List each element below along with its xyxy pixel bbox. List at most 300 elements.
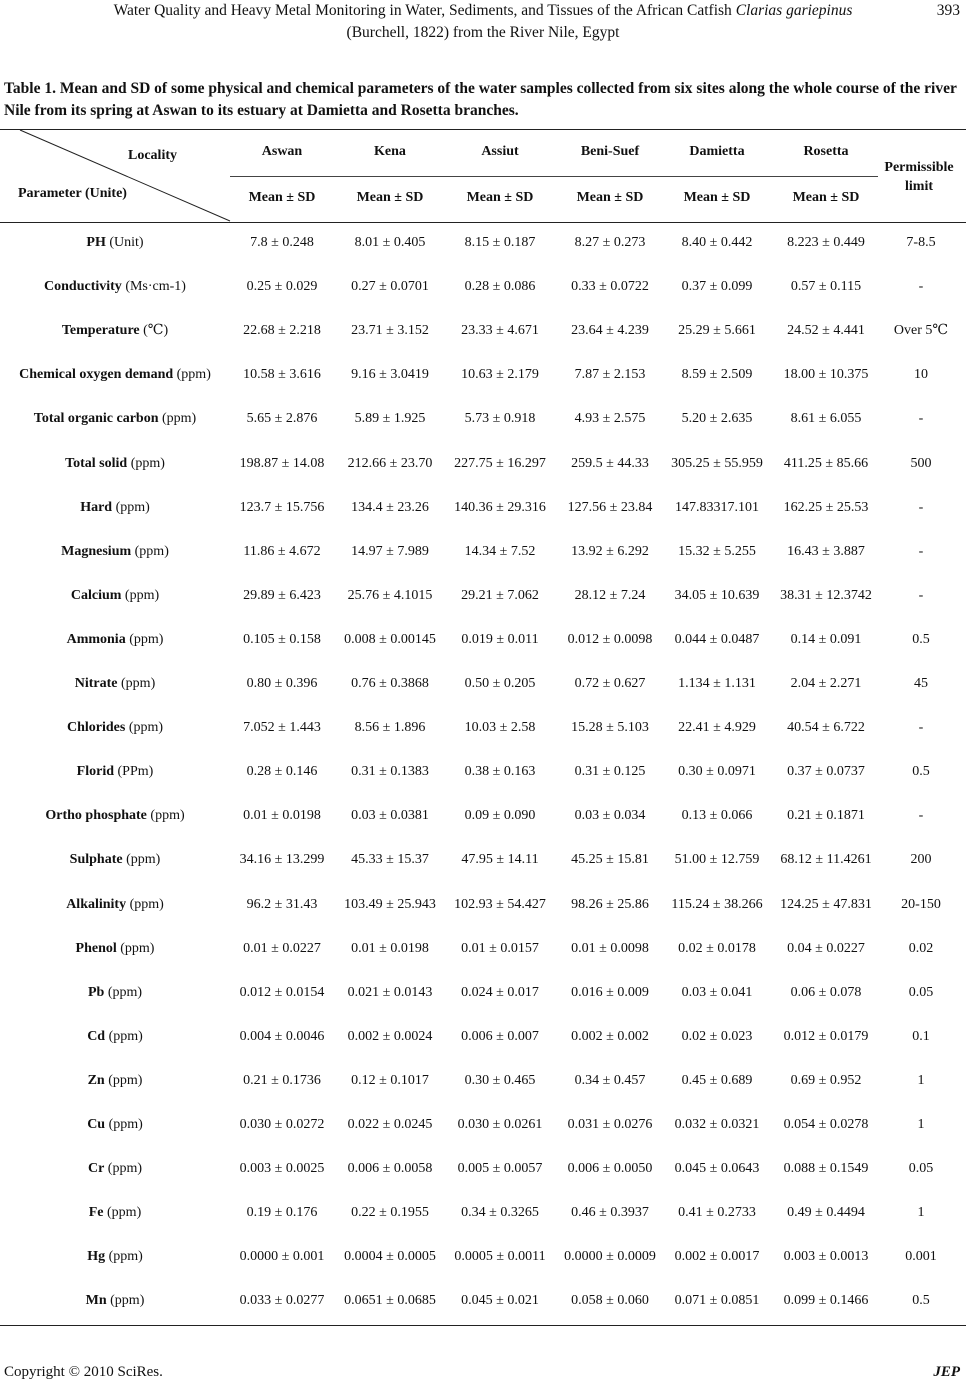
value-cell: 0.071 ± 0.0851 bbox=[674, 1293, 760, 1309]
locality-header: Rosetta bbox=[803, 144, 849, 159]
value-cell: 103.49 ± 25.943 bbox=[344, 896, 436, 912]
limit-cell: 0.05 bbox=[908, 1161, 934, 1177]
value-cell: 0.22 ± 0.1955 bbox=[351, 1205, 429, 1221]
header-species: Clarias gariepinus bbox=[735, 2, 853, 19]
value-cell: 45.33 ± 15.37 bbox=[351, 852, 429, 868]
value-cell: 18.00 ± 10.375 bbox=[783, 367, 869, 383]
value-cell: 34.05 ± 10.639 bbox=[674, 587, 760, 603]
limit-cell: 500 bbox=[910, 455, 932, 471]
limit-cell: 200 bbox=[910, 852, 932, 868]
parameter-cell bbox=[0, 321, 230, 341]
value-cell: 0.34 ± 0.457 bbox=[574, 1072, 646, 1088]
table-row bbox=[0, 1247, 966, 1291]
value-cell: 0.45 ± 0.689 bbox=[681, 1072, 753, 1088]
limit-cell: 1 bbox=[917, 1072, 925, 1088]
parameter-cell bbox=[0, 895, 230, 915]
value-cell: 0.054 ± 0.0278 bbox=[783, 1117, 869, 1132]
value-cell: 51.00 ± 12.759 bbox=[674, 852, 760, 868]
value-cell: 8.56 ± 1.896 bbox=[354, 720, 426, 736]
value-cell: 8.01 ± 0.405 bbox=[354, 235, 426, 250]
value-cell: 40.54 ± 6.722 bbox=[787, 720, 865, 736]
value-cell: 0.012 ± 0.0098 bbox=[567, 631, 653, 647]
permissible-label: Permissible bbox=[884, 160, 954, 175]
parameter-unit: (ppm) bbox=[105, 1249, 143, 1265]
value-cell: 198.87 ± 14.08 bbox=[239, 455, 325, 471]
value-cell: 0.12 ± 0.1017 bbox=[351, 1072, 429, 1088]
value-cell: 13.92 ± 6.292 bbox=[571, 543, 649, 559]
table-caption: Table 1. Mean and SD of some physical and chemical parameters of the water samples collected from six sites along the whole course of the river Nile from its spring at Aswan to its estuary at Damietta and Rosetta branches. bbox=[4, 80, 957, 119]
value-cell: 34.16 ± 13.299 bbox=[239, 852, 325, 868]
parameter-name: Florid bbox=[76, 764, 115, 780]
value-cell: 0.008 ± 0.00145 bbox=[344, 631, 436, 647]
value-cell: 14.34 ± 7.52 bbox=[464, 543, 536, 559]
parameter-name: Cu bbox=[87, 1117, 106, 1132]
value-cell: 0.33 ± 0.0722 bbox=[571, 279, 649, 295]
value-cell: 0.016 ± 0.009 bbox=[571, 984, 649, 1000]
parameter-unit: (ppm) bbox=[104, 1072, 143, 1088]
value-cell: 11.86 ± 4.672 bbox=[243, 543, 321, 559]
parameter-name: Fe bbox=[88, 1205, 104, 1221]
table-row bbox=[0, 586, 966, 630]
header-line-1 bbox=[0, 0, 966, 22]
header-mid-rule bbox=[230, 176, 878, 177]
table-row bbox=[0, 983, 966, 1027]
table-row bbox=[0, 542, 966, 586]
corner-locality-label: Locality bbox=[128, 148, 177, 163]
value-cell: 22.41 ± 4.929 bbox=[678, 720, 756, 736]
value-cell: 0.099 ± 0.1466 bbox=[783, 1293, 869, 1309]
value-cell: 0.57 ± 0.115 bbox=[790, 279, 862, 295]
parameter-name: Mn bbox=[85, 1293, 107, 1309]
parameter-name: Total solid bbox=[65, 455, 128, 471]
limit-cell: 20-150 bbox=[901, 896, 941, 912]
value-cell: 134.4 ± 23.26 bbox=[351, 499, 429, 515]
value-cell: 0.0005 ± 0.0011 bbox=[454, 1249, 546, 1265]
value-cell: 0.002 ± 0.0017 bbox=[674, 1249, 760, 1265]
value-cell: 7.052 ± 1.443 bbox=[243, 720, 321, 736]
parameter-name: PH bbox=[86, 235, 106, 250]
limit-cell: 0.05 bbox=[908, 984, 934, 1000]
value-cell: 22.68 ± 2.218 bbox=[243, 323, 321, 339]
value-cell: 0.0000 ± 0.0009 bbox=[564, 1249, 656, 1265]
header-title: Water Quality and Heavy Metal Monitoring in Water, Sediments, and Tissues of the African Catfish bbox=[113, 2, 736, 19]
value-cell: 23.33 ± 4.671 bbox=[461, 323, 539, 339]
parameter-unit: (ppm) bbox=[105, 1028, 143, 1044]
parameter-cell bbox=[0, 1071, 230, 1091]
value-cell: 0.25 ± 0.029 bbox=[246, 279, 318, 295]
parameter-unit: (ppm) bbox=[104, 984, 143, 1000]
parameter-unit: (ppm) bbox=[122, 852, 161, 868]
table-row bbox=[0, 850, 966, 894]
parameter-cell bbox=[0, 850, 230, 870]
parameter-unit: (℃) bbox=[139, 323, 169, 339]
limit-cell: 0.5 bbox=[912, 1293, 930, 1309]
value-cell: 102.93 ± 54.427 bbox=[454, 896, 546, 912]
table-row bbox=[0, 233, 966, 277]
parameter-cell bbox=[0, 498, 230, 518]
parameter-unit: (Ms·cm-1) bbox=[121, 279, 186, 295]
parameter-cell bbox=[0, 939, 230, 959]
value-cell: 8.61 ± 6.055 bbox=[790, 411, 862, 427]
parameter-cell bbox=[0, 806, 230, 826]
value-cell: 0.50 ± 0.205 bbox=[464, 676, 536, 691]
value-cell: 0.006 ± 0.007 bbox=[461, 1028, 539, 1044]
locality-header: Beni-Suef bbox=[580, 144, 640, 159]
parameter-cell bbox=[0, 1247, 230, 1267]
value-cell: 98.26 ± 25.86 bbox=[571, 896, 649, 912]
table-row bbox=[0, 939, 966, 983]
parameter-name: Ammonia bbox=[66, 631, 126, 647]
parameter-unit: (ppm) bbox=[131, 543, 169, 559]
value-cell: 0.37 ± 0.0737 bbox=[787, 764, 865, 780]
table-row bbox=[0, 1115, 966, 1159]
value-cell: 23.64 ± 4.239 bbox=[571, 323, 649, 339]
parameter-cell bbox=[0, 1159, 230, 1179]
limit-cell: 0.5 bbox=[912, 764, 930, 780]
parameter-unit: (Unit) bbox=[105, 235, 144, 250]
parameter-name: Calcium bbox=[70, 587, 122, 603]
value-cell: 115.24 ± 38.266 bbox=[671, 896, 763, 912]
value-cell: 0.0651 ± 0.0685 bbox=[344, 1293, 436, 1309]
parameter-cell bbox=[0, 409, 230, 429]
corner-parameter-label: Parameter (Unite) bbox=[18, 186, 127, 201]
parameter-name: Chemical oxygen demand bbox=[19, 367, 174, 383]
parameter-name: Hg bbox=[87, 1249, 106, 1265]
parameter-unit: (ppm) bbox=[117, 676, 156, 691]
table-row bbox=[0, 454, 966, 498]
value-cell: 0.03 ± 0.041 bbox=[681, 984, 753, 1000]
parameter-name: Ortho phosphate bbox=[45, 808, 147, 824]
value-cell: 0.38 ± 0.163 bbox=[464, 764, 536, 780]
value-cell: 9.16 ± 3.0419 bbox=[351, 367, 429, 383]
header-line-2: (Burchell, 1822) from the River Nile, Egypt bbox=[346, 24, 620, 41]
parameter-cell bbox=[0, 1027, 230, 1047]
parameter-cell bbox=[0, 1203, 230, 1223]
table-row bbox=[0, 718, 966, 762]
limit-cell: 0.5 bbox=[912, 631, 930, 647]
parameter-name: Hard bbox=[80, 499, 113, 515]
table-row bbox=[0, 895, 966, 939]
value-cell: 147.83317.101 bbox=[675, 499, 759, 515]
parameter-unit: (ppm) bbox=[112, 499, 150, 515]
value-cell: 0.0000 ± 0.001 bbox=[239, 1249, 325, 1265]
value-cell: 0.30 ± 0.465 bbox=[464, 1072, 536, 1088]
parameter-cell bbox=[0, 718, 230, 738]
value-cell: 0.46 ± 0.3937 bbox=[571, 1205, 649, 1221]
parameter-name: Magnesium bbox=[61, 543, 132, 559]
value-cell: 8.59 ± 2.509 bbox=[681, 367, 753, 383]
value-cell: 0.14 ± 0.091 bbox=[790, 631, 862, 647]
permissible-limit-header bbox=[872, 158, 966, 196]
limit-cell: - bbox=[918, 720, 924, 736]
value-cell: 0.01 ± 0.0227 bbox=[243, 940, 321, 956]
parameter-cell bbox=[0, 983, 230, 1003]
table-bottom-rule bbox=[0, 1325, 966, 1326]
parameter-name: Cd bbox=[87, 1028, 106, 1044]
value-cell: 0.01 ± 0.0198 bbox=[243, 808, 321, 824]
value-cell: 0.105 ± 0.158 bbox=[243, 631, 321, 647]
value-cell: 0.19 ± 0.176 bbox=[246, 1205, 318, 1221]
value-cell: 212.66 ± 23.70 bbox=[347, 455, 433, 471]
parameter-unit: (ppm) bbox=[125, 631, 164, 647]
value-cell: 0.030 ± 0.0272 bbox=[239, 1117, 325, 1132]
value-cell: 0.03 ± 0.034 bbox=[574, 808, 646, 824]
value-cell: 29.89 ± 6.423 bbox=[243, 587, 321, 603]
value-cell: 0.69 ± 0.952 bbox=[790, 1072, 862, 1088]
value-cell: 0.0004 ± 0.0005 bbox=[344, 1249, 436, 1265]
limit-cell: - bbox=[918, 279, 924, 295]
mean-sd-subheader: Mean ± SD bbox=[792, 190, 860, 205]
running-header bbox=[0, 0, 966, 44]
table-row bbox=[0, 1027, 966, 1071]
table-row bbox=[0, 321, 966, 365]
value-cell: 0.27 ± 0.0701 bbox=[351, 279, 429, 295]
parameter-unit: (ppm) bbox=[116, 940, 155, 956]
value-cell: 29.21 ± 7.062 bbox=[461, 587, 539, 603]
value-cell: 0.30 ± 0.0971 bbox=[678, 764, 756, 780]
parameter-name: Temperature bbox=[61, 323, 140, 339]
value-cell: 0.34 ± 0.3265 bbox=[461, 1205, 539, 1221]
table-row bbox=[0, 365, 966, 409]
corner-diagonal bbox=[0, 129, 232, 223]
value-cell: 7.87 ± 2.153 bbox=[574, 367, 646, 383]
parameter-name: Alkalinity bbox=[66, 896, 127, 912]
mean-sd-subheader: Mean ± SD bbox=[466, 190, 534, 205]
parameter-unit: (ppm) bbox=[173, 367, 211, 383]
value-cell: 15.32 ± 5.255 bbox=[678, 543, 756, 559]
parameter-cell bbox=[0, 762, 230, 782]
value-cell: 8.223 ± 0.449 bbox=[787, 235, 865, 250]
value-cell: 5.73 ± 0.918 bbox=[464, 411, 536, 427]
table-row bbox=[0, 409, 966, 453]
value-cell: 47.95 ± 14.11 bbox=[461, 852, 539, 868]
value-cell: 68.12 ± 11.4261 bbox=[780, 852, 872, 868]
value-cell: 0.02 ± 0.0178 bbox=[678, 940, 756, 956]
value-cell: 411.25 ± 85.66 bbox=[783, 455, 869, 471]
value-cell: 0.003 ± 0.0013 bbox=[783, 1249, 869, 1265]
locality-header: Damietta bbox=[689, 144, 745, 159]
value-cell: 1.134 ± 1.131 bbox=[678, 676, 756, 691]
parameter-cell bbox=[0, 1115, 230, 1135]
value-cell: 0.088 ± 0.1549 bbox=[783, 1161, 869, 1177]
limit-cell: - bbox=[918, 808, 924, 824]
value-cell: 23.71 ± 3.152 bbox=[351, 323, 429, 339]
value-cell: 0.002 ± 0.002 bbox=[571, 1028, 649, 1044]
value-cell: 2.04 ± 2.271 bbox=[790, 676, 862, 691]
locality-header: Assiut bbox=[481, 144, 519, 159]
journal-abbrev: JEP bbox=[933, 1364, 960, 1380]
value-cell: 5.89 ± 1.925 bbox=[354, 411, 426, 427]
limit-cell: 0.02 bbox=[908, 940, 934, 956]
limit-cell: - bbox=[918, 411, 924, 427]
value-cell: 0.72 ± 0.627 bbox=[574, 676, 646, 691]
limit-label: limit bbox=[905, 179, 933, 194]
parameter-cell bbox=[0, 454, 230, 474]
value-cell: 123.7 ± 15.756 bbox=[239, 499, 325, 515]
value-cell: 0.37 ± 0.099 bbox=[681, 279, 753, 295]
parameter-unit: (PPm) bbox=[114, 764, 154, 780]
value-cell: 124.25 ± 47.831 bbox=[780, 896, 872, 912]
parameter-name: Zn bbox=[87, 1072, 105, 1088]
value-cell: 0.003 ± 0.0025 bbox=[239, 1161, 325, 1177]
value-cell: 0.021 ± 0.0143 bbox=[347, 984, 433, 1000]
value-cell: 0.01 ± 0.0198 bbox=[351, 940, 429, 956]
copyright-notice: Copyright © 2010 SciRes. bbox=[4, 1364, 163, 1380]
table-row bbox=[0, 1203, 966, 1247]
parameter-unit: (ppm) bbox=[106, 1293, 145, 1309]
locality-header: Kena bbox=[374, 144, 406, 159]
limit-cell: - bbox=[918, 587, 924, 603]
value-cell: 0.09 ± 0.090 bbox=[464, 808, 536, 824]
mean-sd-subheader: Mean ± SD bbox=[248, 190, 316, 205]
value-cell: 0.032 ± 0.0321 bbox=[674, 1117, 760, 1132]
value-cell: 10.63 ± 2.179 bbox=[461, 367, 539, 383]
parameter-unit: (ppm) bbox=[127, 455, 165, 471]
value-cell: 25.76 ± 4.1015 bbox=[347, 587, 433, 603]
value-cell: 0.01 ± 0.0098 bbox=[571, 940, 649, 956]
mean-sd-subheader: Mean ± SD bbox=[576, 190, 644, 205]
value-cell: 0.012 ± 0.0154 bbox=[239, 984, 325, 1000]
value-cell: 0.01 ± 0.0157 bbox=[461, 940, 539, 956]
value-cell: 0.21 ± 0.1736 bbox=[243, 1072, 321, 1088]
value-cell: 14.97 ± 7.989 bbox=[351, 543, 429, 559]
value-cell: 16.43 ± 3.887 bbox=[787, 543, 865, 559]
parameter-name: Conductivity bbox=[44, 279, 122, 295]
table-row bbox=[0, 277, 966, 321]
limit-cell: - bbox=[918, 543, 924, 559]
value-cell: 25.29 ± 5.661 bbox=[678, 323, 756, 339]
value-cell: 0.41 ± 0.2733 bbox=[678, 1205, 756, 1221]
header-bottom-rule bbox=[0, 222, 966, 223]
value-cell: 0.31 ± 0.125 bbox=[574, 764, 646, 780]
value-cell: 38.31 ± 12.3742 bbox=[780, 587, 872, 603]
parameter-cell bbox=[0, 365, 230, 385]
value-cell: 0.022 ± 0.0245 bbox=[347, 1117, 433, 1132]
value-cell: 10.03 ± 2.58 bbox=[464, 720, 536, 736]
value-cell: 0.28 ± 0.086 bbox=[464, 279, 536, 295]
value-cell: 15.28 ± 5.103 bbox=[571, 720, 649, 736]
value-cell: 28.12 ± 7.24 bbox=[574, 587, 646, 603]
value-cell: 0.002 ± 0.0024 bbox=[347, 1028, 433, 1044]
value-cell: 0.13 ± 0.066 bbox=[681, 808, 753, 824]
limit-cell: 1 bbox=[917, 1117, 925, 1132]
value-cell: 305.25 ± 55.959 bbox=[671, 455, 763, 471]
table-row bbox=[0, 1291, 966, 1335]
value-cell: 0.04 ± 0.0227 bbox=[787, 940, 865, 956]
value-cell: 0.06 ± 0.078 bbox=[790, 984, 862, 1000]
value-cell: 5.65 ± 2.876 bbox=[246, 411, 318, 427]
parameter-cell bbox=[0, 586, 230, 606]
value-cell: 0.006 ± 0.0050 bbox=[567, 1161, 653, 1177]
value-cell: 0.005 ± 0.0057 bbox=[457, 1161, 543, 1177]
limit-cell: - bbox=[918, 499, 924, 515]
parameter-name: Phenol bbox=[75, 940, 117, 956]
value-cell: 10.58 ± 3.616 bbox=[243, 367, 321, 383]
value-cell: 259.5 ± 44.33 bbox=[571, 455, 649, 471]
value-cell: 162.25 ± 25.53 bbox=[783, 499, 869, 515]
limit-cell: Over 5℃ bbox=[893, 323, 949, 339]
parameter-name: Cr bbox=[87, 1161, 105, 1177]
parameter-cell bbox=[0, 630, 230, 650]
parameter-unit: (ppm) bbox=[103, 1205, 142, 1221]
value-cell: 0.80 ± 0.396 bbox=[246, 676, 318, 691]
limit-cell: 1 bbox=[917, 1205, 925, 1221]
limit-cell: 0.001 bbox=[905, 1249, 937, 1265]
value-cell: 5.20 ± 2.635 bbox=[681, 411, 753, 427]
parameter-unit: (ppm) bbox=[126, 896, 164, 912]
parameter-unit: (ppm) bbox=[105, 1117, 143, 1132]
value-cell: 0.004 ± 0.0046 bbox=[239, 1028, 325, 1044]
parameter-cell bbox=[0, 1291, 230, 1311]
parameter-name: Nitrate bbox=[74, 676, 118, 691]
parameter-name: Total organic carbon bbox=[33, 411, 159, 427]
value-cell: 127.56 ± 23.84 bbox=[567, 499, 653, 515]
parameter-cell bbox=[0, 674, 230, 694]
page-number: 393 bbox=[936, 2, 960, 19]
value-cell: 4.93 ± 2.575 bbox=[574, 411, 646, 427]
value-cell: 0.28 ± 0.146 bbox=[246, 764, 318, 780]
value-cell: 0.21 ± 0.1871 bbox=[787, 808, 865, 824]
value-cell: 0.045 ± 0.0643 bbox=[674, 1161, 760, 1177]
table-row bbox=[0, 498, 966, 542]
table-row bbox=[0, 762, 966, 806]
parameter-cell bbox=[0, 277, 230, 297]
table-row bbox=[0, 806, 966, 850]
parameter-name: Chlorides bbox=[66, 720, 126, 736]
value-cell: 0.031 ± 0.0276 bbox=[567, 1117, 653, 1132]
value-cell: 8.15 ± 0.187 bbox=[464, 235, 536, 250]
parameter-name: Sulphate bbox=[69, 852, 123, 868]
value-cell: 0.03 ± 0.0381 bbox=[351, 808, 429, 824]
value-cell: 0.058 ± 0.060 bbox=[571, 1293, 649, 1309]
parameter-unit: (ppm) bbox=[158, 411, 197, 427]
table-row bbox=[0, 1071, 966, 1115]
value-cell: 140.36 ± 29.316 bbox=[454, 499, 546, 515]
parameter-cell bbox=[0, 542, 230, 562]
value-cell: 0.024 ± 0.017 bbox=[461, 984, 539, 1000]
value-cell: 0.006 ± 0.0058 bbox=[347, 1161, 433, 1177]
table-row bbox=[0, 674, 966, 718]
table-row bbox=[0, 1159, 966, 1203]
value-cell: 0.012 ± 0.0179 bbox=[783, 1028, 869, 1044]
value-cell: 45.25 ± 15.81 bbox=[571, 852, 649, 868]
value-cell: 0.31 ± 0.1383 bbox=[351, 764, 429, 780]
value-cell: 24.52 ± 4.441 bbox=[787, 323, 865, 339]
value-cell: 0.045 ± 0.021 bbox=[461, 1293, 539, 1309]
limit-cell: 7-8.5 bbox=[906, 235, 936, 250]
parameter-unit: (ppm) bbox=[125, 720, 164, 736]
value-cell: 7.8 ± 0.248 bbox=[250, 235, 314, 250]
table-row bbox=[0, 630, 966, 674]
limit-cell: 10 bbox=[914, 367, 928, 383]
locality-header: Aswan bbox=[261, 144, 303, 159]
parameter-cell bbox=[0, 233, 230, 253]
value-cell: 0.030 ± 0.0261 bbox=[457, 1117, 543, 1132]
value-cell: 8.27 ± 0.273 bbox=[574, 235, 646, 250]
limit-cell: 0.1 bbox=[912, 1028, 930, 1044]
value-cell: 0.02 ± 0.023 bbox=[681, 1028, 753, 1044]
value-cell: 8.40 ± 0.442 bbox=[681, 235, 753, 250]
value-cell: 0.49 ± 0.4494 bbox=[787, 1205, 865, 1221]
value-cell: 0.76 ± 0.3868 bbox=[351, 676, 429, 691]
parameter-name: Pb bbox=[87, 984, 105, 1000]
value-cell: 227.75 ± 16.297 bbox=[454, 455, 546, 471]
value-cell: 0.033 ± 0.0277 bbox=[239, 1293, 325, 1309]
mean-sd-subheader: Mean ± SD bbox=[356, 190, 424, 205]
value-cell: 0.019 ± 0.011 bbox=[461, 631, 539, 647]
mean-sd-subheader: Mean ± SD bbox=[683, 190, 751, 205]
value-cell: 0.044 ± 0.0487 bbox=[674, 631, 760, 647]
